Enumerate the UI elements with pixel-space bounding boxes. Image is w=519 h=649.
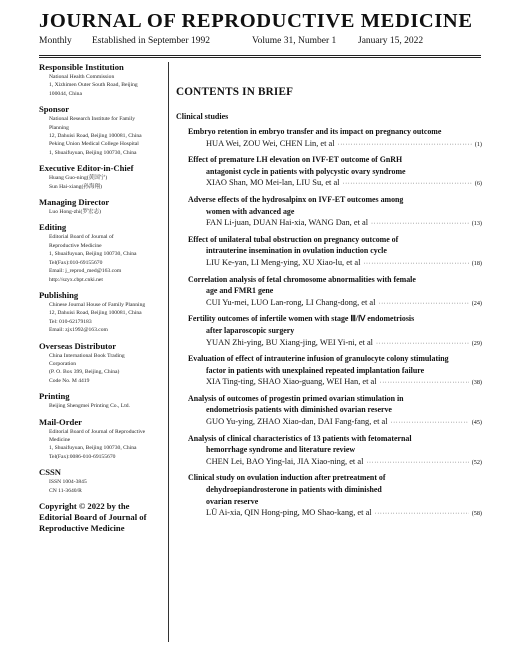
imprint-line: 100044, China <box>49 90 82 97</box>
article-page-number: (13) <box>471 220 482 228</box>
article-page-number: (6) <box>474 180 482 188</box>
article-authors-row <box>176 507 482 521</box>
article-authors: LIU Ke-yan, LI Meng-ying, XU Xiao-lu, et al <box>206 257 361 267</box>
article-authors-row <box>176 257 482 271</box>
imprint-section-title: Editing <box>39 222 67 233</box>
imprint-section-title: Printing <box>39 391 70 402</box>
imprint-section <box>39 417 167 462</box>
leader-dots <box>378 298 468 311</box>
issue-line <box>39 36 479 46</box>
imprint-line: Email: zjx1992@163.com <box>49 327 108 334</box>
imprint-line: CN 11-3640/R <box>49 487 82 494</box>
contents-entry[interactable] <box>176 154 482 191</box>
imprint-line: National Health Commission <box>49 74 115 80</box>
article-title-line: hemorrhage syndrome and literature review <box>206 445 356 455</box>
imprint-line: (P. O. Box 399, Beijing, China) <box>49 369 120 376</box>
imprint-line: China International Book Trading <box>49 352 125 359</box>
masthead <box>39 8 479 46</box>
imprint-section <box>39 62 167 98</box>
leader-dots <box>338 139 472 152</box>
article-title-line: factor in patients with unexplained repeated implantation failure <box>206 365 425 375</box>
journal-title: JOURNAL OF REPRODUCTIVE MEDICINE <box>39 10 473 32</box>
contents-entry[interactable] <box>176 194 482 231</box>
imprint-section <box>39 222 167 283</box>
imprint-section-title: Publishing <box>39 289 79 300</box>
copyright-line: Reproductive Medicine <box>39 523 125 533</box>
contents-entry[interactable] <box>176 433 482 470</box>
imprint-line: Medicine <box>49 436 71 443</box>
article-title-line: age and FMR1 gene <box>206 286 274 296</box>
article-title-line: Correlation analysis of fetal chromosome abnormalities with female <box>188 274 416 284</box>
imprint-line: 1, Shuaifuyuan, Beijing 100730, China <box>49 149 137 156</box>
article-authors: YUAN Zhi-ying, BU Xiang-jing, WEI Yi-ni, et al <box>206 337 374 347</box>
issue-established: Established in September 1992 <box>92 36 210 46</box>
article-title-line: Effect of premature LH elevation on IVF-ET outcome of GnRH <box>188 155 403 165</box>
imprint-line: Reproductive Medicine <box>49 242 102 249</box>
issue-date: January 15, 2022 <box>358 36 424 46</box>
article-authors-row <box>176 337 482 351</box>
article-authors-row <box>176 177 482 191</box>
article-authors: XIAO Shan, MO Mei-lan, LIU Su, et al <box>206 178 340 188</box>
column-divider <box>168 62 169 642</box>
issue-frequency: Monthly <box>39 36 72 46</box>
contents-entry[interactable] <box>176 393 482 430</box>
contents-entry[interactable] <box>176 472 482 520</box>
article-title-line: Analysis of outcomes of progestin primed ovarian stimulation in <box>188 393 404 403</box>
imprint-line: 1, Xizhimen Outer South Road, Beijing <box>49 82 138 89</box>
article-authors: CHEN Lei, BAO Ying-lai, JIA Xiao-ning, et al <box>206 456 364 466</box>
imprint-line: Huang Guo-ning(黄国宁) <box>49 175 108 182</box>
article-page-number: (45) <box>471 419 482 427</box>
imprint-line: 1, Shuaifuyuan, Beijing 100730, China <box>49 445 137 452</box>
leader-dots <box>371 218 469 231</box>
article-authors: HUA Wei, ZOU Wei, CHEN Lin, et al <box>206 138 335 148</box>
issue-volume: Volume 31, Number 1 <box>252 36 337 46</box>
imprint-section <box>39 391 167 410</box>
leader-dots <box>375 508 469 521</box>
article-title-line: endometriosis patients with diminished ovarian reserve <box>206 405 392 415</box>
contents-entry[interactable] <box>176 126 482 151</box>
article-authors-row <box>176 217 482 231</box>
article-title-line: after laparoscopic surgery <box>206 325 295 335</box>
imprint-line: Luo Hong-zhi(罗宏志) <box>49 209 102 216</box>
article-page-number: (58) <box>471 510 482 518</box>
imprint-line: Sun Hai-xiang(孙海翔) <box>49 183 102 190</box>
article-title-line: Evaluation of effect of intrauterine infusion of granulocyte colony stimulating <box>188 354 449 364</box>
article-authors-row <box>176 297 482 311</box>
article-title-line: Fertility outcomes of infertile women with stage Ⅲ/Ⅳ endometriosis <box>188 314 415 324</box>
masthead-rule-bottom <box>39 57 481 58</box>
imprint-section-title: Overseas Distributor <box>39 340 117 351</box>
imprint-section <box>39 341 167 386</box>
imprint-line: http://szyx.cbpt.cnki.net <box>49 276 103 283</box>
article-page-number: (29) <box>471 339 482 347</box>
copyright-line: Copyright © 2022 by the <box>39 501 130 511</box>
imprint-line: Tel(Fax):010-69155670 <box>49 259 103 266</box>
article-title-line: Effect of unilateral tubal obstruction on pregnancy outcome of <box>188 234 399 244</box>
imprint-line: Tel: 010-62179183 <box>49 318 92 325</box>
imprint-line: 1, Shuaifuyuan, Beijing 100730, China <box>49 251 137 258</box>
article-title-line: Analysis of clinical characteristics of 13 patients with fetomaternal <box>188 433 412 443</box>
imprint-section-title: Responsible Institution <box>39 62 124 72</box>
masthead-rule-top <box>39 55 481 56</box>
imprint-section-title: Sponsor <box>39 104 70 115</box>
imprint-line: Email: j_reprod_med@163.com <box>49 268 122 275</box>
imprint-line: Editorial Board of Journal of <box>49 234 114 241</box>
leader-dots <box>363 258 468 271</box>
imprint-line: Tel(Fax):0086-010-69155670 <box>49 453 116 460</box>
contents-entry[interactable] <box>176 353 482 390</box>
article-title-line: dehydroepiandrosterone in patients with diminished <box>206 485 382 495</box>
article-title-line: intrauterine insemination in ovulation induction cycle <box>206 246 387 256</box>
imprint-line: Planning <box>49 124 69 131</box>
imprint-section <box>39 104 167 157</box>
article-page-number: (52) <box>471 458 482 466</box>
imprint-sidebar <box>39 62 167 534</box>
leader-dots <box>366 457 468 470</box>
article-page-number: (18) <box>471 259 482 267</box>
article-authors-row <box>176 456 482 470</box>
imprint-line: Peking Union Medical College Hospital <box>49 141 139 148</box>
imprint-section <box>39 290 167 335</box>
imprint-section-title: CSSN <box>39 467 61 478</box>
imprint-line: National Research Institute for Family <box>49 116 136 123</box>
leader-dots <box>343 178 472 191</box>
imprint-line: Corporation <box>49 360 77 367</box>
article-page-number: (38) <box>471 379 482 387</box>
imprint-line: ISSN 1004-3845 <box>49 479 87 486</box>
article-authors-row <box>176 376 482 390</box>
imprint-section-title: Mail-Order <box>39 416 82 427</box>
contents-entry[interactable] <box>176 313 482 350</box>
imprint-line: Editorial Board of Journal of Reproductive <box>49 428 146 435</box>
imprint-line: 12, Dahuisi Road, Beijing 100081, China <box>49 133 142 140</box>
article-authors-row <box>176 138 482 152</box>
leader-dots <box>376 338 469 351</box>
imprint-section <box>39 197 167 216</box>
article-title-line: women with advanced age <box>206 206 295 216</box>
article-title-line: Adverse effects of the hydrosalpinx on IVF-ET outcomes among <box>188 194 404 204</box>
imprint-line: 12, Dahuisi Road, Beijing 100081, China <box>49 310 142 317</box>
contents-entry[interactable] <box>176 234 482 271</box>
imprint-section <box>39 467 167 495</box>
imprint-line: Beijing Shengmei Printing Co., Ltd. <box>49 403 130 410</box>
imprint-section-title: Executive Editor-in-Chief <box>39 163 134 174</box>
article-authors: GUO Yu-ying, ZHAO Xiao-dan, DAI Fang-fang, et al <box>206 417 388 427</box>
article-authors: XIA Ting-ting, SHAO Xiao-guang, WEI Han, et al <box>206 377 377 387</box>
imprint-line: Code No. M 4419 <box>49 377 90 384</box>
article-title-line: ovarian reserve <box>206 496 259 506</box>
imprint-line: Chinese Journal House of Family Planning <box>49 301 146 308</box>
article-authors: LÜ Ai-xia, QIN Hong-ping, MO Shao-kang, et al <box>206 508 372 518</box>
contents-entries <box>176 126 482 521</box>
article-page-number: (24) <box>471 299 482 307</box>
article-page-number: (1) <box>474 140 482 148</box>
copyright-line: Editorial Board of Journal of <box>39 512 147 522</box>
imprint-section-title: Managing Director <box>39 197 110 208</box>
leader-dots <box>391 417 469 430</box>
article-title-line: Embryo retention in embryo transfer and its impact on pregnancy outcome <box>188 127 442 136</box>
contents-category: Clinical studies <box>176 112 229 121</box>
article-title-line: Clinical study on ovulation induction after pretreatment of <box>188 473 386 483</box>
article-title-line: antagonist cycle in patients with polycystic ovary syndrome <box>206 166 406 176</box>
contents-column <box>176 84 482 521</box>
contents-entry[interactable] <box>176 274 482 311</box>
leader-dots <box>380 377 469 390</box>
article-authors: FAN Li-juan, DUAN Hai-xia, WANG Dan, et al <box>206 218 369 228</box>
imprint-section <box>39 163 167 191</box>
contents-heading: CONTENTS IN BRIEF <box>176 86 294 98</box>
article-authors-row <box>176 416 482 430</box>
article-authors: CUI Yu-mei, LUO Lan-rong, LI Chang-dong, et al <box>206 297 376 307</box>
